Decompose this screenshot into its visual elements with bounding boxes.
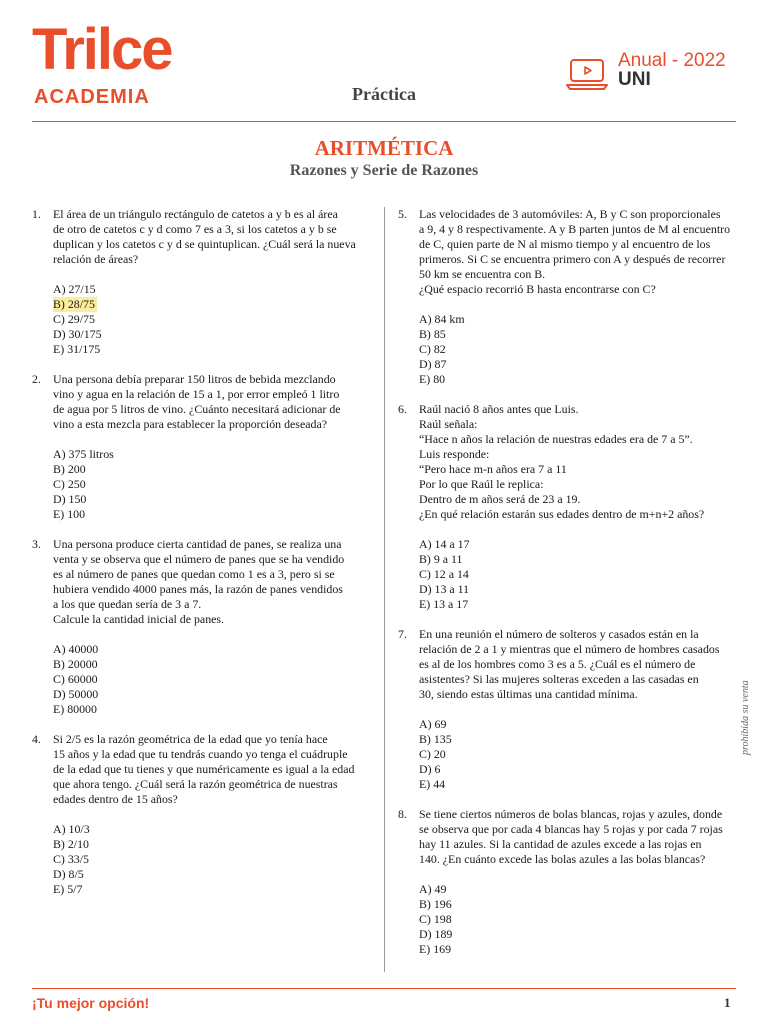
footer-rule — [32, 988, 736, 989]
question-number: 5. — [398, 207, 407, 221]
question-item — [32, 537, 370, 717]
logo-trilce: Trilce — [32, 17, 172, 82]
question-text-line: Luis responde: — [419, 447, 490, 461]
question-number: 8. — [398, 807, 407, 821]
answer-option: E) 5/7 — [53, 882, 83, 896]
answer-option: C) 82 — [419, 342, 446, 356]
question-number: 7. — [398, 627, 407, 641]
question-text-line: es al de los hombres como 3 es a 5. ¿Cuál es el número de — [419, 657, 696, 671]
side-note: prohibida su venta — [740, 680, 751, 755]
answer-option: A) 69 — [419, 717, 447, 731]
answer-option: A) 27/15 — [53, 282, 96, 296]
question-text-line: es al número de panes que quedan como 1 es a 3, pero si se — [53, 567, 335, 581]
uni-label: UNI — [618, 69, 651, 90]
answer-option: B) 135 — [419, 732, 452, 746]
answer-option: B) 28/75 — [53, 297, 95, 311]
question-text-line: duplican y los catetos c y d se quintuplican. ¿Cuál será la nueva — [53, 237, 356, 251]
answer-option: D) 189 — [419, 927, 453, 941]
answer-option: E) 44 — [419, 777, 446, 791]
question-text-line: “Hace n años la relación de nuestras edades era de 7 a 5”. — [419, 432, 693, 446]
answer-options — [419, 312, 738, 387]
question-number: 3. — [32, 537, 41, 551]
question-number: 2. — [32, 372, 41, 386]
question-text-line: relación de 2 a 1 y mientras que el número de hombres casados — [419, 642, 720, 656]
answer-option: C) 29/75 — [53, 312, 95, 326]
topic-subtitle: Razones y Serie de Razones — [289, 162, 479, 179]
answer-option: B) 2/10 — [53, 837, 90, 851]
answer-option: B) 9 a 11 — [419, 552, 463, 566]
document-type: Práctica — [352, 84, 416, 104]
answer-option: C) 20 — [419, 747, 446, 761]
question-text-line: En una reunión el número de solteros y casados están en la — [419, 627, 699, 641]
header-rule — [32, 121, 736, 122]
answer-option: E) 13 a 17 — [419, 597, 469, 611]
footer-slogan: ¡Tu mejor opción! — [32, 995, 150, 1011]
answer-option: B) 196 — [419, 897, 452, 911]
question-number: 4. — [32, 732, 41, 746]
answer-options — [419, 537, 738, 612]
answer-option: B) 20000 — [53, 657, 98, 671]
answer-option: C) 33/5 — [53, 852, 90, 866]
answer-option: D) 150 — [53, 492, 87, 506]
question-text-line: vino y agua en la relación de 15 a 1, por error empleó 1 litro — [53, 387, 340, 401]
year-label: Anual - 2022 — [618, 50, 726, 71]
question-number: 6. — [398, 402, 407, 416]
question-text-line: se observa que por cada 4 blancas hay 5 rojas y por cada 7 rojas — [419, 822, 723, 836]
question-text-line: 50 km se encuentra con B. — [419, 267, 546, 281]
answer-option: D) 87 — [419, 357, 447, 371]
answer-option: A) 10/3 — [53, 822, 90, 836]
answer-options — [53, 282, 370, 357]
answer-option: D) 8/5 — [53, 867, 84, 881]
question-text-line: hubiera vendido 4000 panes más, la razón de panes vendidos — [53, 582, 343, 596]
page-number: 1 — [724, 995, 731, 1010]
question-text-line: Dentro de m años será de 23 a 19. — [419, 492, 581, 506]
question-text-line: edades dentro de 15 años? — [53, 792, 178, 806]
answer-option: A) 14 a 17 — [419, 537, 470, 551]
question-item — [398, 627, 738, 792]
question-text-line: Se tiene ciertos números de bolas blancas, rojas y azules, donde — [419, 807, 723, 821]
subject-title: ARITMÉTICA — [314, 136, 454, 160]
question-text-line: Una persona debía preparar 150 litros de bebida mezclando — [53, 372, 336, 386]
answer-option: B) 85 — [419, 327, 446, 341]
answer-option: E) 80000 — [53, 702, 97, 716]
question-text-line: a los que quedan sería de 3 a 7. — [53, 597, 202, 611]
answer-option: C) 198 — [419, 912, 452, 926]
question-text-line: “Pero hace m-n años era 7 a 11 — [419, 462, 567, 476]
answer-options — [419, 717, 738, 792]
answer-option: E) 169 — [419, 942, 452, 956]
question-text-line: El área de un triángulo rectángulo de catetos a y b es al área — [53, 207, 338, 221]
question-text-line: vino a esta mezcla para establecer la proporción deseada? — [53, 417, 327, 431]
question-item — [398, 402, 738, 612]
question-text-line: venta y se observa que el número de panes que se ha vendido — [53, 552, 345, 566]
question-item — [32, 372, 370, 522]
question-text-line: de otro de catetos c y d como 7 es a 3, si los catetos a y b se — [53, 222, 337, 236]
answer-option: E) 100 — [53, 507, 86, 521]
left-column — [32, 207, 370, 912]
answer-options — [53, 447, 370, 522]
question-text-line: Una persona produce cierta cantidad de panes, se realiza una — [53, 537, 342, 551]
question-text-line: relación de áreas? — [53, 252, 139, 266]
answer-option: D) 30/175 — [53, 327, 102, 341]
right-column — [398, 207, 738, 972]
question-text-line: 140. ¿En cuánto excede las bolas azules a las bolas blancas? — [419, 852, 706, 866]
answer-option: D) 50000 — [53, 687, 99, 701]
question-text-line: 30, siendo estas últimas una cantidad mínima. — [419, 687, 638, 701]
answer-option: A) 49 — [419, 882, 447, 896]
question-text-line: Raúl señala: — [419, 417, 478, 431]
answer-option: C) 250 — [53, 477, 86, 491]
question-text-line: primeros. Si C se encuentra primero con A y después de recorrer — [419, 252, 726, 266]
question-text-line: Las velocidades de 3 automóviles: A, B y C son proporcionales — [419, 207, 721, 221]
answer-option: E) 80 — [419, 372, 446, 386]
answer-option: A) 84 km — [419, 312, 465, 326]
answer-option: A) 40000 — [53, 642, 99, 656]
question-number: 1. — [32, 207, 41, 221]
question-item — [32, 732, 370, 897]
question-text-line: ¿En qué relación estarán sus edades dentro de m+n+2 años? — [419, 507, 705, 521]
question-item — [398, 207, 738, 387]
answer-option: C) 60000 — [53, 672, 98, 686]
question-text-line: de C, quien parte de N al mismo tiempo y al encuentro de los — [419, 237, 711, 251]
answer-option: D) 13 a 11 — [419, 582, 470, 596]
answer-option: D) 6 — [419, 762, 441, 776]
answer-options — [53, 822, 370, 897]
question-text-line: hay 11 azules. Si la cantidad de azules excede a las rojas en — [419, 837, 702, 851]
answer-option: E) 31/175 — [53, 342, 101, 356]
question-text-line: 15 años y la edad que tu tendrás cuando yo tenga el cuádruple — [53, 747, 348, 761]
question-text-line: a 9, 4 y 8 respectivamente. A y B parten juntos de M al encuentro — [419, 222, 731, 236]
question-item — [398, 807, 738, 957]
question-text-line: Raúl nació 8 años antes que Luis. — [419, 402, 579, 416]
logo-academia: ACADEMIA — [34, 86, 150, 108]
question-text-line: ¿Qué espacio recorrió B hasta encontrarse con C? — [419, 282, 656, 296]
question-text-line: de la edad que tu tienes y que numéricamente es igual a la edad — [53, 762, 355, 776]
answer-option: A) 375 litros — [53, 447, 114, 461]
question-text-line: Por lo que Raúl le replica: — [419, 477, 544, 491]
question-text-line: que ahora tengo. ¿Cuál será la razón geométrica de nuestras — [53, 777, 338, 791]
question-text-line: asistentes? Si las mujeres solteras exceden a las casadas en — [419, 672, 699, 686]
answer-option: B) 200 — [53, 462, 86, 476]
question-item — [32, 207, 370, 357]
question-text-line: de agua por 5 litros de vino. ¿Cuánto necesitará adicionar de — [53, 402, 341, 416]
answer-option: C) 12 a 14 — [419, 567, 469, 581]
question-text-line: Si 2/5 es la razón geométrica de la edad que yo tenía hace — [53, 732, 328, 746]
answer-options — [53, 642, 370, 717]
column-divider — [384, 207, 385, 972]
question-text-line: Calcule la cantidad inicial de panes. — [53, 612, 225, 626]
answer-options — [419, 882, 738, 957]
